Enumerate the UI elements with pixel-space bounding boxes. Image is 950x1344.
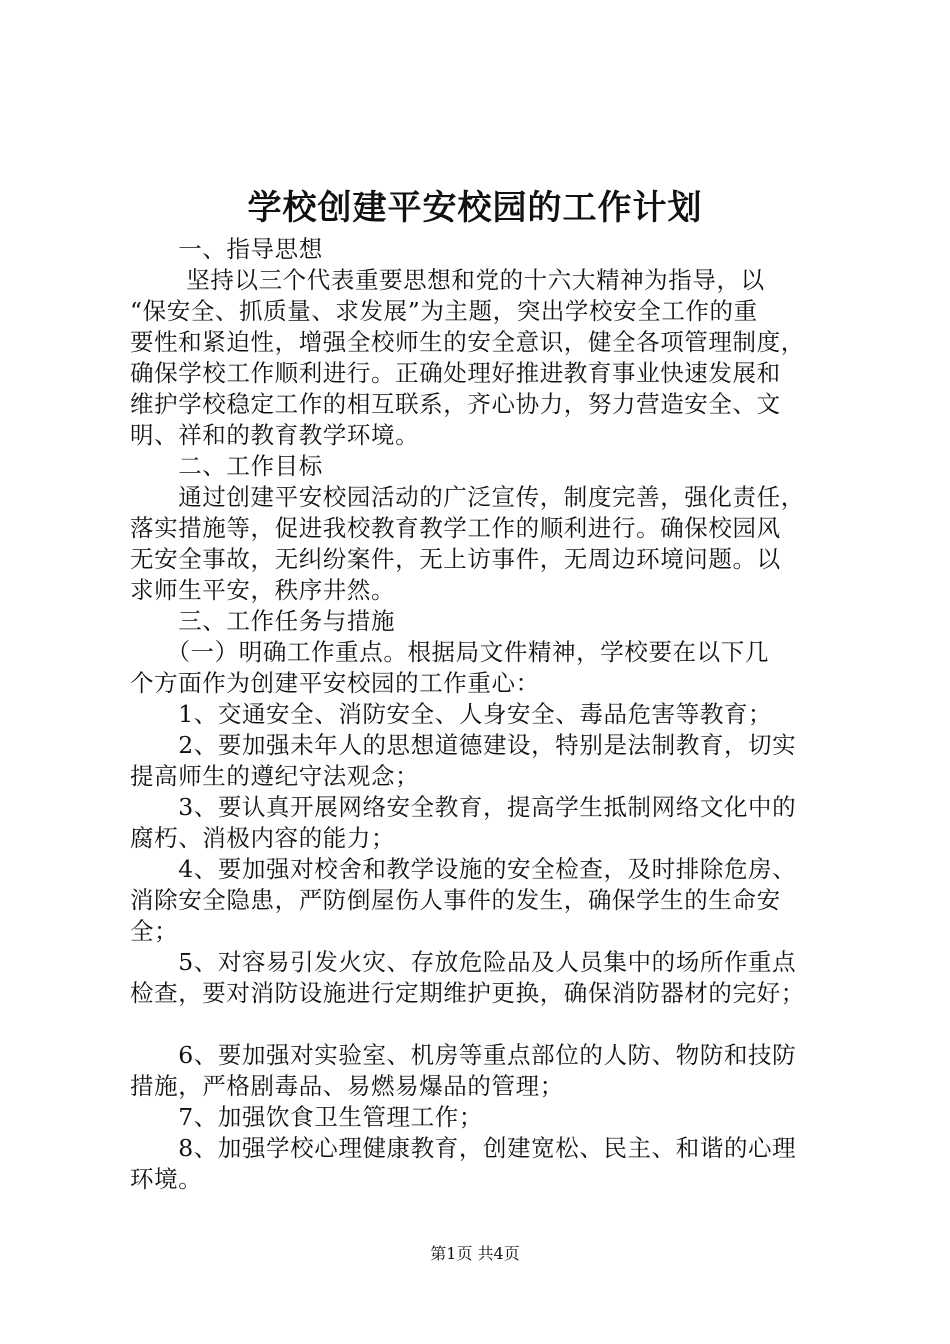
list-item: 7、加强饮食卫生管理工作； <box>130 1103 483 1131</box>
page-footer: 第1页 共4页 <box>430 1244 520 1263</box>
body-line: 求师生平安，秩序井然。 <box>130 576 396 604</box>
body-line: “保安全、抓质量、求发展”为主题，突出学校安全工作的重 <box>130 297 758 325</box>
body-line: （一）明确工作重点。根据局文件精神，学校要在以下几 <box>130 638 769 666</box>
body-line: 个方面作为创建平安校园的工作重心： <box>130 669 540 697</box>
body-line: 腐朽、消极内容的能力； <box>130 824 396 852</box>
body-line: 落实措施等，促进我校教育教学工作的顺利进行。确保校园风 <box>130 514 781 542</box>
list-item: 6、要加强对实验室、机房等重点部位的人防、物防和技防 <box>130 1041 797 1069</box>
body-line: 措施，严格剧毒品、易燃易爆品的管理； <box>130 1072 564 1100</box>
body-line: 提高师生的遵纪守法观念； <box>130 762 420 790</box>
body-line: 通过创建平安校园活动的广泛宣传，制度完善，强化责任， <box>130 483 805 511</box>
body-line: 要性和紧迫性，增强全校师生的安全意识，健全各项管理制度， <box>130 328 805 356</box>
body-line: 坚持以三个代表重要思想和党的十六大精神为指导，以 <box>130 266 765 294</box>
body-line: 检查，要对消防设施进行定期维护更换，确保消防器材的完好； <box>130 979 805 1007</box>
body-line: 消除安全隐患，严防倒屋伤人事件的发生，确保学生的生命安 <box>130 886 781 914</box>
document-title: 学校创建平安校园的工作计划 <box>247 188 703 228</box>
body-line: 全； <box>130 917 179 945</box>
list-item: 8、加强学校心理健康教育，创建宽松、民主、和谐的心理 <box>130 1134 797 1162</box>
list-item: 5、对容易引发火灾、存放危险品及人员集中的场所作重点 <box>130 948 797 976</box>
list-item: 4、要加强对校舍和教学设施的安全检查，及时排除危房、 <box>130 855 797 883</box>
heading-guiding-ideology: 一、指导思想 <box>130 235 323 263</box>
body-line: 确保学校工作顺利进行。正确处理好推进教育事业快速发展和 <box>130 359 781 387</box>
body-line: 维护学校稳定工作的相互联系，齐心协力，努力营造安全、文 <box>130 390 781 418</box>
heading-tasks-measures: 三、工作任务与措施 <box>130 607 396 635</box>
list-item: 2、要加强未年人的思想道德建设，特别是法制教育，切实 <box>130 731 797 759</box>
list-item: 1、交通安全、消防安全、人身安全、毒品危害等教育； <box>130 700 773 728</box>
body-line: 无安全事故，无纠纷案件，无上访事件，无周边环境问题。以 <box>130 545 781 573</box>
list-item: 3、要认真开展网络安全教育，提高学生抵制网络文化中的 <box>130 793 797 821</box>
body-line: 明、祥和的教育教学环境。 <box>130 421 420 449</box>
body-line: 环境。 <box>130 1165 203 1193</box>
heading-work-goals: 二、工作目标 <box>130 452 323 480</box>
